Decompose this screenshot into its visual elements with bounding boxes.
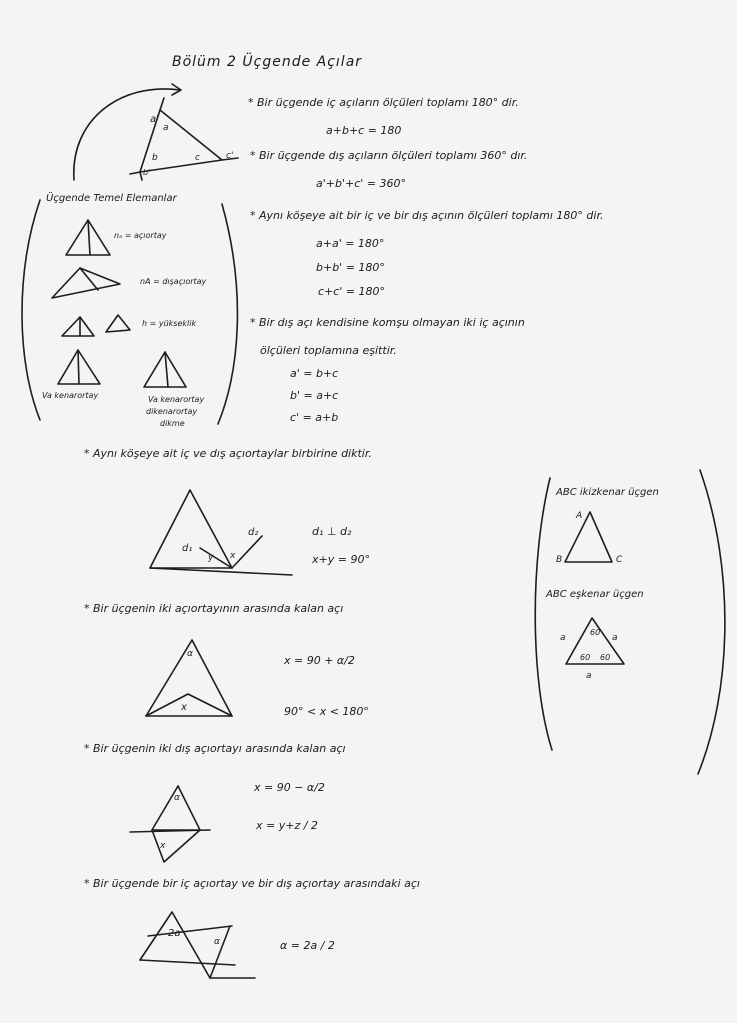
- equilateral-label: ABC eşkenar üçgen: [546, 589, 644, 600]
- svg-text:C: C: [616, 555, 623, 565]
- svg-text:c: c: [195, 153, 200, 163]
- rule-5-eq-1: d₁ ⊥ d₂: [312, 525, 352, 538]
- right-paren: [218, 204, 237, 424]
- rule-3-eq-3: c+c' = 180°: [318, 285, 386, 298]
- svg-text:a: a: [163, 123, 169, 133]
- rule-7-eq-1: x = 90 − α/2: [254, 781, 325, 794]
- svg-text:2a: 2a: [168, 928, 181, 939]
- rule-7: * Bir üçgenin iki dış açıortayı arasında kalan açı: [84, 742, 346, 755]
- svg-text:α: α: [174, 793, 180, 803]
- elements-box-title: Üçgende Temel Elemanlar: [46, 193, 177, 204]
- rule-4-line-2: ölçüleri toplamına eşittir.: [260, 344, 397, 357]
- rule-4-line-1: * Bir dış açı kendisine komşu olmayan iki iç açının: [250, 316, 525, 329]
- right-bracket-close: [698, 470, 725, 774]
- svg-text:b: b: [152, 153, 158, 163]
- svg-text:a': a': [150, 114, 159, 125]
- rule-6: * Bir üçgenin iki açıortayının arasında kalan açı: [84, 602, 344, 615]
- isosceles-triangle: [565, 512, 612, 562]
- svg-text:A: A: [576, 511, 583, 521]
- svg-text:b': b': [143, 168, 151, 177]
- svg-text:60: 60: [590, 628, 601, 637]
- element-label-1: nₐ = açıortay: [114, 231, 167, 240]
- svg-text:a: a: [560, 633, 566, 643]
- rule-8-equation: α = 2a / 2: [280, 939, 335, 952]
- svg-text:B: B: [556, 555, 563, 565]
- rule-5: * Aynı köşeye ait iç ve dış açıortaylar birbirine diktir.: [84, 447, 372, 460]
- svg-text:α: α: [187, 649, 193, 659]
- rule-4-eq-3: c' = a+b: [290, 411, 339, 424]
- element-label-3: h = yükseklik: [142, 319, 197, 328]
- rule-2: * Bir üçgende dış açıların ölçüleri toplamı 360° dır.: [250, 149, 528, 162]
- svg-text:d₂: d₂: [248, 527, 259, 538]
- svg-text:a: a: [586, 671, 592, 681]
- svg-text:a: a: [612, 633, 618, 643]
- element-label-5: Va kenarortay: [148, 395, 205, 404]
- element-label-6: dikenarortay: [146, 407, 198, 416]
- left-paren: [22, 200, 40, 420]
- rule-2-equation: a'+b'+c' = 360°: [316, 177, 406, 190]
- bisector-triangle: [150, 490, 232, 568]
- curved-arrow: [74, 89, 180, 180]
- svg-text:x: x: [230, 551, 236, 561]
- svg-text:60: 60: [600, 653, 611, 662]
- svg-text:x: x: [160, 841, 166, 851]
- svg-text:y: y: [208, 553, 214, 563]
- svg-text:c': c': [226, 151, 234, 161]
- rule-4-eq-1: a' = b+c: [290, 367, 339, 380]
- rule-7-eq-2: x = y+z / 2: [256, 819, 318, 832]
- element-label-2: nA = dışaçıortay: [140, 277, 207, 286]
- svg-text:60: 60: [580, 653, 591, 662]
- mixed-bisector-figure: [140, 912, 210, 978]
- element-label-4: Va kenarortay: [42, 391, 99, 400]
- element-label-7: dikme: [160, 419, 185, 428]
- rule-1: * Bir üçgende iç açıların ölçüleri toplamı 180° dir.: [248, 96, 519, 109]
- page-title: Bölüm 2 Üçgende Açılar: [172, 54, 363, 70]
- isosceles-label: ABC ikizkenar üçgen: [556, 487, 659, 498]
- rule-3: * Aynı köşeye ait bir iç ve bir dış açının ölçüleri toplamı 180° dir.: [250, 209, 604, 222]
- rule-3-eq-1: a+a' = 180°: [316, 237, 385, 250]
- rule-8: * Bir üçgende bir iç açıortay ve bir dış açıortay arasındaki açı: [84, 877, 420, 890]
- rule-1-equation: a+b+c = 180: [326, 124, 402, 137]
- rule-5-eq-2: x+y = 90°: [312, 553, 370, 566]
- rule-4-eq-2: b' = a+c: [290, 389, 339, 402]
- svg-text:x: x: [181, 702, 187, 713]
- rule-3-eq-2: b+b' = 180°: [316, 261, 385, 274]
- svg-text:α: α: [214, 937, 220, 947]
- rule-6-eq-1: x = 90 + α/2: [284, 654, 355, 667]
- rule-6-eq-2: 90° < x < 180°: [284, 705, 369, 718]
- right-bracket-open: [535, 478, 552, 750]
- svg-text:d₁: d₁: [182, 543, 193, 554]
